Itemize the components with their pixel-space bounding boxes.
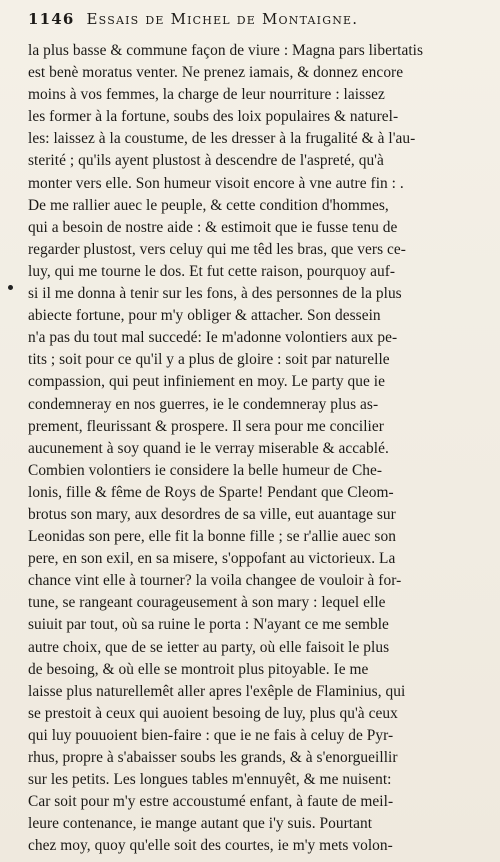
text-line: tune, se rangeant courageusement à son mary : lequel elle: [28, 594, 386, 612]
text-line: Car soit pour m'y estre accoustumé enfant, à faute de meil-: [28, 793, 394, 811]
text-line: autre choix, que de se ietter au party, où elle faisoit le plus: [28, 638, 390, 656]
text-line: sterité ; qu'ils ayent plustost à descendre de l'aspreté, qu'à: [28, 152, 384, 170]
text-line: les: laissez à la coustume, de les dresser à la frugalité & à l'au-: [28, 130, 416, 148]
text-line: la plus basse & commune façon de viure : Magna pars libertatis: [28, 42, 424, 59]
text-line: suiuit par tout, où sa ruine le porta : N'ayant ce me semble: [28, 616, 389, 634]
page-number: 1146: [28, 10, 75, 28]
text-line: moins à vos femmes, la charge de leur nourriture : laissez: [28, 86, 385, 104]
text-line: qui a besoin de nostre aide : & estimoit que ie fusse tenu de: [28, 218, 398, 236]
text-line: de besoing, & où elle se montroit plus pitoyable. Ie me: [28, 660, 369, 678]
text-line: aucunement à soy quand ie le verray miserable & accablé.: [28, 439, 389, 457]
text-line: brotus son mary, aux desordres de sa ville, eut auantage sur: [28, 505, 396, 523]
text-line: abiecte fortune, pour m'y obliger & attacher. Son dessein: [28, 307, 381, 325]
text-line: si il me donna à tenir sur les fons, à des personnes de la plus: [28, 285, 402, 303]
text-line: compassion, qui peut infiniement en moy. Le party que ie: [28, 373, 385, 391]
text-line: les former à la fortune, soubs des loix populaires & naturel-: [28, 108, 399, 126]
text-line: pere, en son exil, en sa misere, s'oppofant au victorieux. La: [28, 550, 396, 568]
text-line: lonis, fille & fême de Roys de Sparte! Pendant que Cleom-: [28, 483, 394, 501]
text-line: se prestoit à ceux qui auoient besoing de luy, plus qu'à ceux: [28, 704, 398, 722]
text-line: n'a pas du tout mal succedé: Ie m'adonne volontiers aux pe-: [28, 329, 398, 347]
text-line: leure contenance, ie mange autant que i'y suis. Pourtant: [28, 815, 373, 833]
text-line: De me rallier auec le peuple, & cette condition d'hommes,: [28, 196, 389, 214]
text-line: regarder plustost, vers celuy qui me têd les bras, que vers ce-: [28, 240, 406, 258]
text-body: [28, 40, 480, 857]
text-line: est benè moratus venter. Ne prenez iamais, & donnez encore: [28, 64, 404, 82]
text-line: chance vint elle à tourner? la voila changee de vouloir à for-: [28, 572, 402, 590]
text-line: chez moy, quoy qu'elle soit des courtes, ie m'y mets volon-: [28, 837, 393, 855]
margin-dot: [8, 285, 13, 290]
text-line: sur les petits. Les longues tables m'ennuyêt, & me nuisent:: [28, 771, 392, 789]
text-line: rhus, propre à s'abaisser soubs les grands, & à s'enorgueillir: [28, 749, 398, 766]
text-line: qui luy pouuoient bien-faire : que ie ne fais à celuy de Pyr-: [28, 726, 394, 744]
text-line: laisse plus naturellemêt aller apres l'exêple de Flaminius, qui: [28, 682, 406, 700]
text-line: Leonidas son pere, elle fit la bonne fille ; se r'allie auec son: [28, 528, 396, 546]
text-line: luy, qui me tourne le dos. Et fut cette raison, pourquoy auf-: [28, 262, 396, 280]
text-line: monter vers elle. Son humeur visoit encore à vne autre fin : .: [28, 174, 404, 192]
running-header: [28, 10, 468, 28]
text-line: prement, fleurissant & prospere. Il sera pour me concilier: [28, 417, 384, 435]
text-line: tits ; soit pour ce qu'il y a plus de gloire : soit par naturelle: [28, 351, 390, 369]
text-line: condemneray en nos guerres, ie le condemneray plus as-: [28, 395, 379, 413]
running-title: Essais de Michel de Montaigne.: [86, 10, 359, 28]
text-line: Combien volontiers ie considere la belle humeur de Che-: [28, 461, 383, 479]
